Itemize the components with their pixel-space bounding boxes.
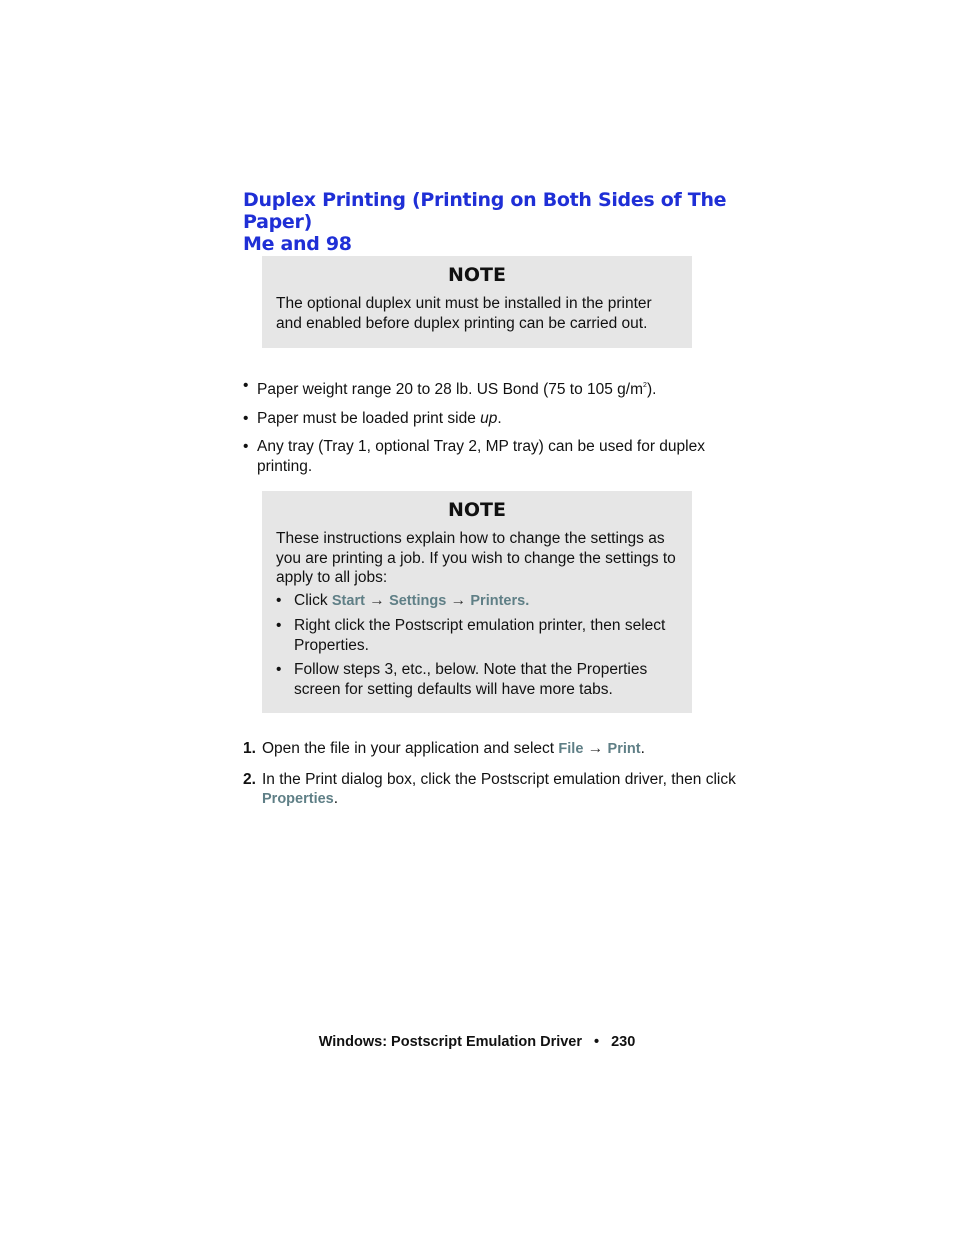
- step-number: 2.: [243, 770, 256, 788]
- list-item-text: Any tray (Tray 1, optional Tray 2, MP tray) can be used for duplex printing.: [257, 438, 705, 475]
- bullet-icon: •: [243, 377, 249, 394]
- step-item: [243, 770, 743, 810]
- step-text: Open the file in your application and select: [262, 740, 559, 757]
- heading-line-2: Me and 98: [243, 233, 352, 255]
- note-box-instructions: [262, 491, 692, 713]
- page-footer: [0, 1034, 954, 1050]
- list-item-text-end: .: [497, 409, 502, 427]
- bullet-icon: •: [276, 661, 282, 678]
- settings-menu-ref: Settings: [389, 592, 447, 609]
- list-item-text: Paper weight range 20 to 28 lb. US Bond (75 to 105 g/m: [257, 381, 644, 398]
- arrow-icon: →: [369, 591, 385, 609]
- list-item: [243, 409, 723, 429]
- printers-menu-ref: Printers.: [470, 592, 530, 609]
- note-text: The optional duplex unit must be installed in the printer and enabled before duplex printing can be carried out.: [276, 295, 652, 332]
- footer-section-title: Windows: Postscript Emulation Driver: [318, 1034, 583, 1050]
- arrow-icon: →: [450, 591, 467, 609]
- list-item: [276, 616, 678, 655]
- print-menu-ref: Print: [607, 741, 641, 757]
- start-menu-ref: Start: [331, 592, 365, 609]
- footer-separator: •: [594, 1034, 600, 1050]
- note-title: NOTE: [448, 499, 506, 521]
- list-item-text: Click: [294, 591, 332, 609]
- list-item: [243, 376, 723, 400]
- note-box-duplex-unit: [262, 256, 692, 348]
- bullet-icon: •: [243, 409, 249, 427]
- bullet-icon: •: [276, 591, 282, 609]
- step-number: 1.: [243, 740, 256, 757]
- list-item-text: Right click the Postscript emulation printer, then select Properties.: [294, 617, 666, 654]
- emphasis-text: up: [480, 409, 498, 427]
- list-item-text: Paper must be loaded print side: [257, 409, 481, 427]
- superscript: 2: [643, 382, 647, 389]
- heading-line-1: Duplex Printing (Printing on Both Sides of The Paper): [243, 189, 727, 233]
- step-end: .: [333, 790, 339, 807]
- list-item-text-end: ).: [646, 381, 657, 398]
- list-item: [276, 591, 678, 612]
- procedure-steps: [243, 739, 743, 820]
- section-heading: [243, 189, 763, 255]
- bullet-icon: •: [276, 617, 282, 634]
- page-number: 230: [611, 1034, 636, 1050]
- step-text: In the Print dialog box, click the Postscript emulation driver, then click: [262, 770, 736, 788]
- paper-requirements-list: [243, 376, 723, 485]
- bullet-icon: •: [243, 438, 249, 455]
- list-item: [276, 660, 678, 699]
- note-title: NOTE: [448, 264, 506, 286]
- list-item-text: Follow steps 3, etc., below. Note that the Properties screen for setting defaults will have more tabs.: [294, 661, 648, 698]
- properties-button-ref: Properties: [262, 791, 334, 807]
- file-menu-ref: File: [558, 741, 584, 757]
- arrow-icon: →: [587, 740, 604, 757]
- note-intro: These instructions explain how to change the settings as you are printing a job. If you wish to change the settings to apply to all jobs:: [276, 530, 676, 586]
- step-end: .: [640, 740, 645, 757]
- list-item: [243, 437, 723, 476]
- step-item: [243, 739, 743, 760]
- note-steps-list: [276, 591, 678, 700]
